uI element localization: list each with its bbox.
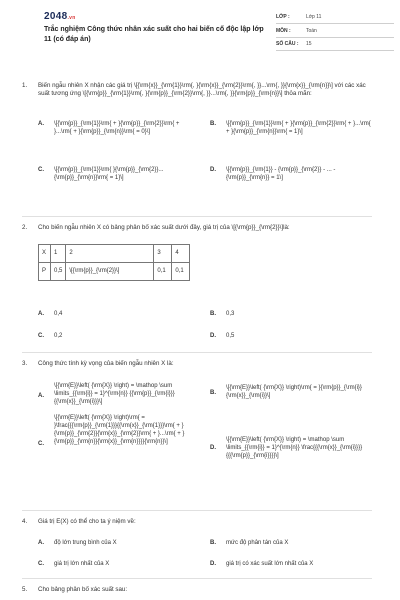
table-cell: 3 <box>154 245 172 263</box>
question-number: 5. <box>22 586 28 593</box>
header <box>22 0 370 62</box>
option-label: A. <box>38 393 44 399</box>
meta-key: SỐ CÂU : <box>276 41 299 48</box>
option-text: mức độ phân tán của X <box>226 540 289 546</box>
table-cell: 1 <box>51 245 66 263</box>
option-label: A. <box>38 540 44 546</box>
meta-row-count <box>276 39 394 51</box>
question-text: Giá trị E(X) có thể cho ta ý niệm về: <box>38 518 136 525</box>
meta-value: Toán <box>306 27 317 34</box>
option-text: \[{\rm{p}}_{\rm{1}}\rm{ + }{\rm{p}}_{\rm{2}}\rm{ + }...\rm{ + }{\rm{p}}_{\rm{n}}\rm{ = 0}\] <box>54 121 180 136</box>
table-cell: 0,5 <box>51 263 66 281</box>
site-logo[interactable] <box>44 10 76 24</box>
option-label: B. <box>210 311 216 317</box>
option-text: \[{\rm{E}}\left( {\rm{X}} \right)\rm{ = }\frac{{{\rm{p}}_{\rm{1}}}{{\rm{x}}_{\rm{1}}}\rm{ + }{\rm{p}}_{\rm{2}}{\rm{x}}_{\rm{2}}\rm{ + }...\rm{ + }{\rm{p}}_{\rm{n}}{\rm{x}}_{\rm{n}}}}{\rm{n}}\] <box>54 415 185 446</box>
option-text: \[{\rm{E}}\left( {\rm{X}} \right) = \mathop \sum \limits_{{\rm{i}} = 1}^{\rm{n}} {{\rm{p}}_{\rm{i}}}{{\rm{x}}_{\rm{i}}}\] <box>54 383 175 406</box>
question-5 <box>22 586 372 598</box>
divider <box>22 578 372 579</box>
option-text: 0,2 <box>54 333 63 339</box>
question-2 <box>22 224 372 349</box>
table-row <box>39 263 190 281</box>
question-text: Biến ngẫu nhiên X nhận các giá trị \[{\rm{x}}_{\rm{1}}\rm{, }{\rm{x}}_{\rm{2}}\rm{, }}...\rm{, }}{\rm{x}}_{\rm{n}}\] với các xác suất tương ứng \[{\rm{p}}_{\rm{1}}\rm{, }{\rm{p}}_{\rm{2}}\rm{, }}...\rm{, }}{\rm{p}}_{\rm{n}}\] thỏa mãn: <box>38 82 366 98</box>
meta-value: 15 <box>306 41 312 48</box>
option-text: \[{\rm{E}}\left( {\rm{X}} \right)\rm{ = }{\rm{p}}_{\rm{i}}{\rm{x}}_{\rm{i}}\] <box>226 385 362 400</box>
question-number: 4. <box>22 518 28 525</box>
option-text: \[{\rm{E}}\left( {\rm{X}} \right) = \mathop \sum \limits_{{\rm{i}} = 1}^{\rm{n}} \frac{{{\rm{x}}_{\rm{i}}}}{{{\rm{p}}_{\rm{i}}}}\] <box>226 437 363 460</box>
option-label: B. <box>210 121 216 127</box>
logo-suffix: .vn <box>67 15 76 21</box>
option-label: D. <box>210 167 216 173</box>
option-label: A. <box>38 121 44 127</box>
table-cell: P <box>39 263 51 281</box>
option-text: \[{\rm{p}}_{\rm{1}}\rm{ + }{\rm{p}}_{\rm{2}}\rm{ + }...\rm{ + }{\rm{p}}_{\rm{n}}\rm{ = 1}\] <box>226 121 371 136</box>
question-4 <box>22 518 372 576</box>
option-label: B. <box>210 540 216 546</box>
question-number: 2. <box>22 224 28 231</box>
option-text: độ lớn trung bình của X <box>54 540 117 546</box>
option-label: D. <box>210 445 216 451</box>
option-text: 0,4 <box>54 311 63 317</box>
question-text: Cho biến ngẫu nhiên X có bảng phân bố xác suất dưới đây, giá trị của \[{\rm{p}}_{\rm{2}}\]là: <box>38 224 290 231</box>
option-text: giá trị có xác suất lớn nhất của X <box>226 561 314 567</box>
option-label: D. <box>210 561 216 567</box>
logo-name: 2048 <box>44 11 68 22</box>
meta-key: MÔN : <box>276 27 291 34</box>
table-cell: 4 <box>172 245 190 263</box>
meta-row-class <box>276 12 394 24</box>
option-text: 0,3 <box>226 311 235 317</box>
divider <box>22 510 372 511</box>
option-label: C. <box>38 441 44 447</box>
table-cell: 2 <box>66 245 154 263</box>
option-text: \[{\rm{p}}_{\rm{1}}\rm{ }{\rm{p}}_{\rm{2}}...{\rm{p}}_{\rm{n}}\rm{ = 1}\] <box>54 167 164 182</box>
question-text: Cho bảng phân bố xác suất sau: <box>38 586 128 593</box>
option-label: C. <box>38 167 44 173</box>
meta-key: LỚP : <box>276 14 290 21</box>
option-label: A. <box>38 311 44 317</box>
meta-value: Lớp 11 <box>306 14 322 21</box>
option-text: 0,5 <box>226 333 235 339</box>
table-cell: \[{\rm{p}}_{\rm{2}}\] <box>66 263 154 281</box>
distribution-table <box>38 244 190 281</box>
option-text: \[{\rm{p}}_{\rm{1}} - {\rm{p}}_{\rm{2}} - ... - {\rm{p}}_{\rm{n}} = 1\] <box>226 167 336 182</box>
table-cell: 0,1 <box>172 263 190 281</box>
option-text: giá trị lớn nhất của X <box>54 561 110 567</box>
question-1 <box>22 82 372 212</box>
question-3 <box>22 360 372 508</box>
option-label: C. <box>38 561 44 567</box>
question-text: Công thức tính kỳ vọng của biến ngẫu nhiên X là: <box>38 360 174 367</box>
table-cell: 0,1 <box>154 263 172 281</box>
option-label: C. <box>38 333 44 339</box>
page-title: Trắc nghiệm Công thức nhân xác suất cho hai biến cố độc lập lớp 11 (có đáp án) <box>44 26 264 44</box>
question-number: 1. <box>22 82 28 89</box>
table-row <box>39 245 190 263</box>
divider <box>22 216 372 217</box>
question-number: 3. <box>22 360 28 367</box>
meta-box <box>276 12 394 53</box>
divider <box>22 352 372 353</box>
table-cell: X <box>39 245 51 263</box>
option-label: B. <box>210 390 216 396</box>
option-label: D. <box>210 333 216 339</box>
meta-row-subject <box>276 26 394 38</box>
